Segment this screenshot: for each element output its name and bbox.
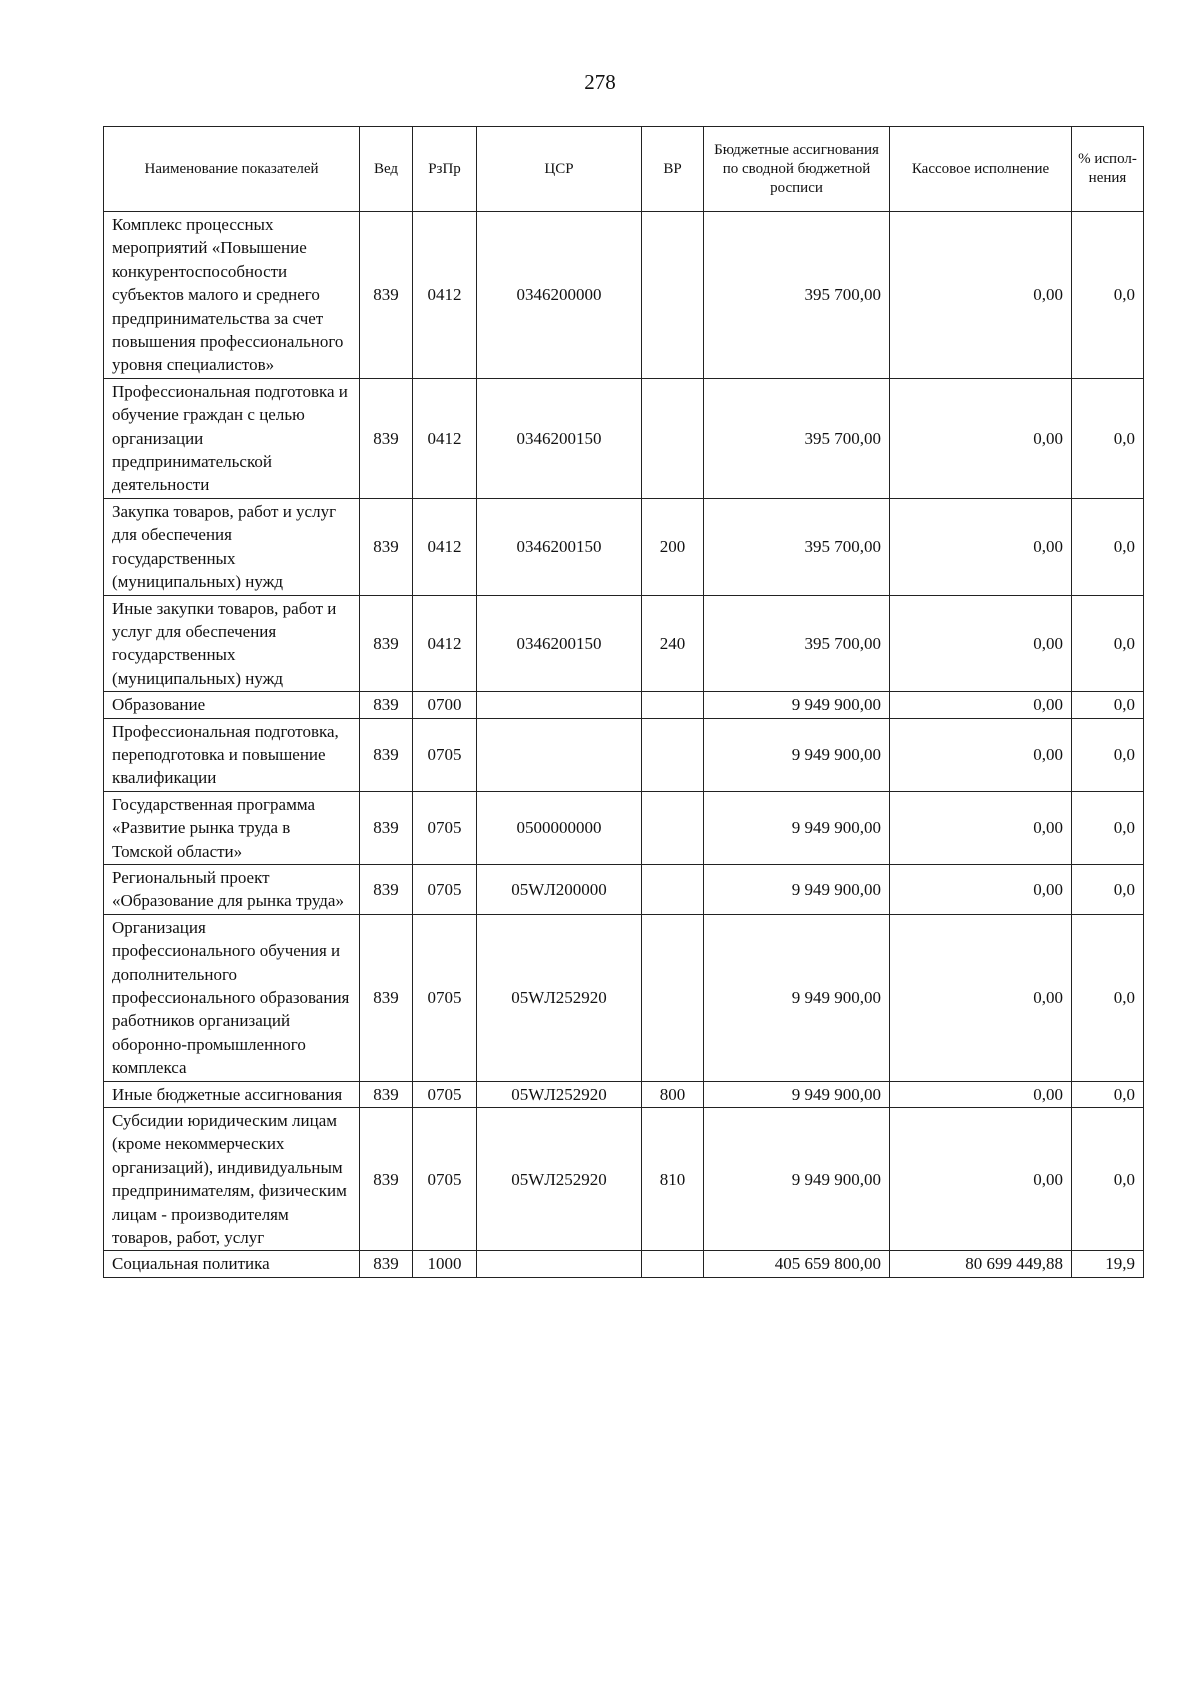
row-cash: 0,00 [890,692,1072,718]
table-row [104,718,1144,791]
row-cash: 0,00 [890,378,1072,498]
row-budget: 9 949 900,00 [704,692,890,718]
row-name: Социальная политика [104,1251,360,1277]
table-row [104,864,1144,914]
row-budget: 9 949 900,00 [704,791,890,864]
row-csr: 05WЛ252920 [477,1081,642,1107]
row-budget: 9 949 900,00 [704,1081,890,1107]
row-vr [642,1251,704,1277]
table-header-row [104,127,1144,212]
row-name: Образование [104,692,360,718]
row-percent: 0,0 [1072,864,1144,914]
table-row [104,1081,1144,1107]
header-budget: Бюджетные ассигнования по сводной бюджетной росписи [704,127,890,212]
row-ved: 839 [360,595,413,692]
row-budget: 405 659 800,00 [704,1251,890,1277]
row-name: Иные бюджетные ассигнования [104,1081,360,1107]
header-percent: % испол-нения [1072,127,1144,212]
row-budget: 395 700,00 [704,595,890,692]
table-row [104,914,1144,1081]
row-rzpr: 0705 [413,718,477,791]
row-ved: 839 [360,864,413,914]
row-ved: 839 [360,791,413,864]
row-csr: 05WЛ252920 [477,1108,642,1251]
row-name: Иные закупки товаров, работ и услуг для обеспечения государственных (муниципальных) нужд [104,595,360,692]
row-rzpr: 0705 [413,1108,477,1251]
header-csr: ЦСР [477,127,642,212]
row-name: Комплекс процессных мероприятий «Повышение конкурентоспособности субъектов малого и среднего предпринимательства за счет повышения профессионального уровня специалистов» [104,212,360,379]
row-cash: 80 699 449,88 [890,1251,1072,1277]
row-ved: 839 [360,378,413,498]
row-rzpr: 0412 [413,378,477,498]
row-vr [642,692,704,718]
row-budget: 395 700,00 [704,212,890,379]
row-budget: 9 949 900,00 [704,914,890,1081]
row-name: Профессиональная подготовка, переподготовка и повышение квалификации [104,718,360,791]
row-rzpr: 0705 [413,864,477,914]
table-row [104,595,1144,692]
row-ved: 839 [360,498,413,595]
row-name: Региональный проект «Образование для рынка труда» [104,864,360,914]
row-rzpr: 0412 [413,498,477,595]
row-rzpr: 0700 [413,692,477,718]
row-csr: 0346200150 [477,498,642,595]
row-name: Организация профессионального обучения и дополнительного профессионального образования работников организаций оборонно-промышленного комплекса [104,914,360,1081]
table-row [104,378,1144,498]
row-csr: 0500000000 [477,791,642,864]
row-cash: 0,00 [890,1108,1072,1251]
header-ved: Вед [360,127,413,212]
row-rzpr: 0412 [413,212,477,379]
row-ved: 839 [360,914,413,1081]
row-ved: 839 [360,1081,413,1107]
table-row [104,692,1144,718]
row-csr: 0346200150 [477,595,642,692]
row-vr [642,212,704,379]
row-csr: 0346200000 [477,212,642,379]
row-name: Субсидии юридическим лицам (кроме некоммерческих организаций), индивидуальным предпринимателям, физическим лицам - производителям товаров, работ, услуг [104,1108,360,1251]
table-row [104,498,1144,595]
row-budget: 395 700,00 [704,498,890,595]
page-number: 278 [584,70,616,94]
row-vr: 800 [642,1081,704,1107]
row-cash: 0,00 [890,914,1072,1081]
row-cash: 0,00 [890,595,1072,692]
row-percent: 0,0 [1072,1108,1144,1251]
row-cash: 0,00 [890,791,1072,864]
header-vr: ВР [642,127,704,212]
row-ved: 839 [360,692,413,718]
row-percent: 0,0 [1072,498,1144,595]
row-name: Профессиональная подготовка и обучение граждан с целью организации предпринимательской деятельности [104,378,360,498]
row-ved: 839 [360,212,413,379]
row-percent: 0,0 [1072,212,1144,379]
row-rzpr: 0705 [413,791,477,864]
budget-table [103,126,1144,1278]
row-vr [642,378,704,498]
row-percent: 0,0 [1072,1081,1144,1107]
row-budget: 9 949 900,00 [704,864,890,914]
row-vr [642,914,704,1081]
table-row [104,1251,1144,1277]
row-name: Закупка товаров, работ и услуг для обеспечения государственных (муниципальных) нужд [104,498,360,595]
row-csr: 05WЛ252920 [477,914,642,1081]
row-percent: 0,0 [1072,595,1144,692]
row-percent: 0,0 [1072,692,1144,718]
row-csr [477,692,642,718]
row-rzpr: 0705 [413,914,477,1081]
row-ved: 839 [360,1251,413,1277]
row-cash: 0,00 [890,212,1072,379]
row-cash: 0,00 [890,718,1072,791]
row-percent: 0,0 [1072,378,1144,498]
header-cash: Кассовое исполнение [890,127,1072,212]
row-csr [477,1251,642,1277]
row-budget: 9 949 900,00 [704,1108,890,1251]
row-percent: 0,0 [1072,791,1144,864]
row-budget: 395 700,00 [704,378,890,498]
row-budget: 9 949 900,00 [704,718,890,791]
table-row [104,212,1144,379]
row-rzpr: 0412 [413,595,477,692]
row-percent: 19,9 [1072,1251,1144,1277]
row-vr: 200 [642,498,704,595]
row-vr [642,791,704,864]
table-row [104,1108,1144,1251]
row-percent: 0,0 [1072,914,1144,1081]
row-rzpr: 0705 [413,1081,477,1107]
row-csr: 05WЛ200000 [477,864,642,914]
row-name: Государственная программа «Развитие рынка труда в Томской области» [104,791,360,864]
header-rzpr: РзПр [413,127,477,212]
table-row [104,791,1144,864]
row-ved: 839 [360,718,413,791]
row-csr [477,718,642,791]
row-vr: 810 [642,1108,704,1251]
row-rzpr: 1000 [413,1251,477,1277]
row-csr: 0346200150 [477,378,642,498]
header-name: Наименование показателей [104,127,360,212]
row-cash: 0,00 [890,498,1072,595]
row-vr [642,718,704,791]
row-vr: 240 [642,595,704,692]
row-cash: 0,00 [890,864,1072,914]
row-percent: 0,0 [1072,718,1144,791]
row-cash: 0,00 [890,1081,1072,1107]
row-vr [642,864,704,914]
row-ved: 839 [360,1108,413,1251]
